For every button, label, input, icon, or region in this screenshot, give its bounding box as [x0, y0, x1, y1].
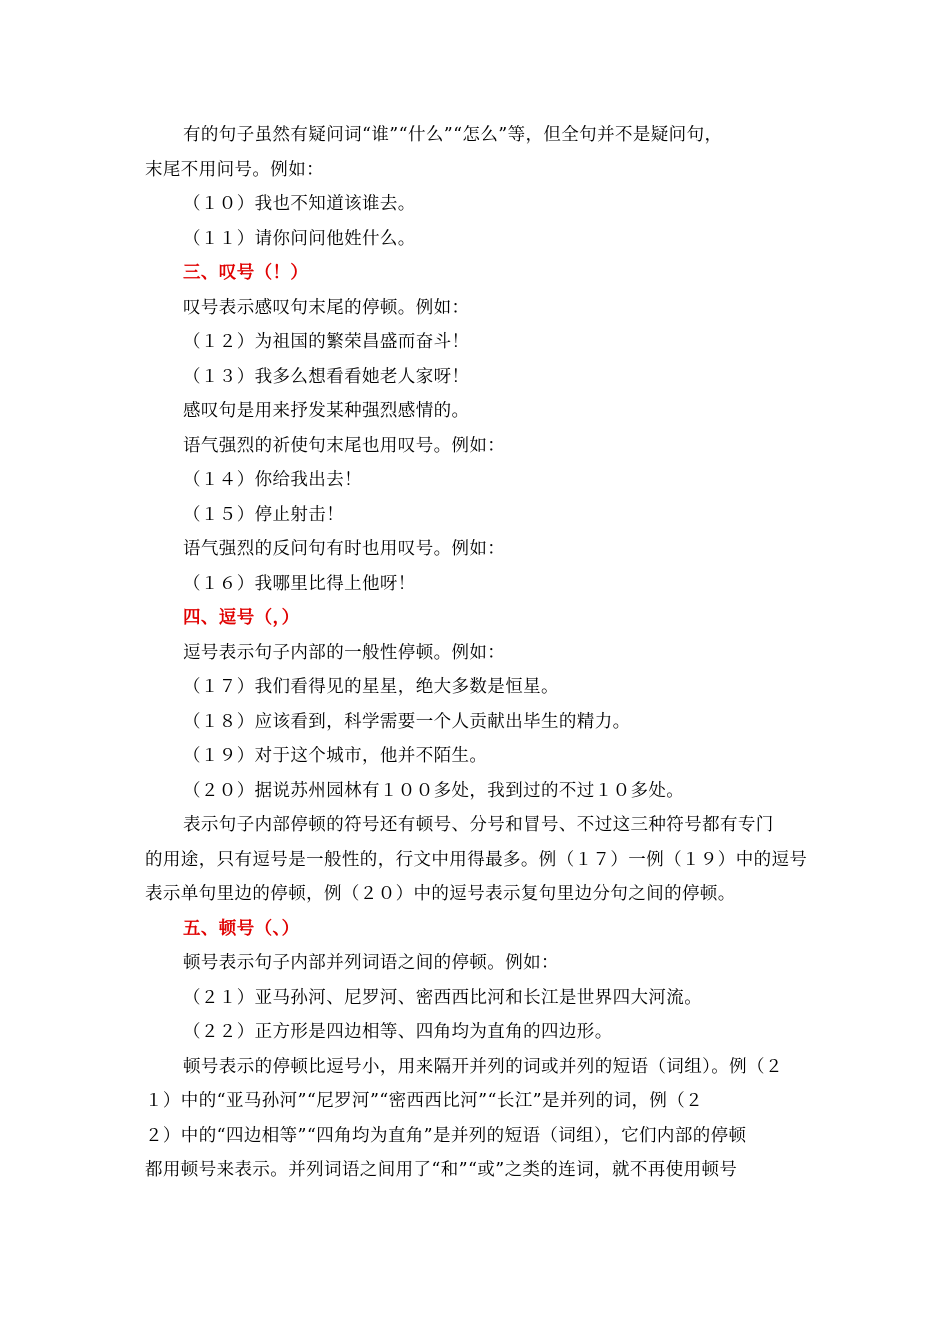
- document-page: [145, 118, 807, 1188]
- text-line: 顿号表示的停顿比逗号小，用来隔开并列的词或并列的短语（词组）。例（２: [183, 1056, 783, 1077]
- example-line: （２２）正方形是四边相等、四角均为直角的四边形。: [183, 1022, 613, 1042]
- example-line: （２１）亚马孙河、尼罗河、密西西比河和长江是世界四大河流。: [183, 987, 703, 1008]
- text-line: 语气强烈的反问句有时也用叹号。例如：: [183, 539, 506, 559]
- text-line: 的用途，只有逗号是一般性的，行文中用得最多。例（１７）一例（１９）中的逗号: [145, 849, 808, 870]
- section-heading-enumeration-comma: 五、顿号（、）: [183, 918, 300, 939]
- example-line: （１５）停止射击！: [183, 504, 345, 525]
- example-line: （１７）我们看得见的星星，绝大多数是恒星。: [183, 677, 559, 697]
- text-line: 都用顿号来表示。并列词语之间用了“和”“或”之类的连词，就不再使用顿号: [145, 1160, 738, 1180]
- text-line: 感叹句是用来抒发某种强烈感情的。: [183, 401, 470, 421]
- example-line: （１０）我也不知道该谁去。: [183, 194, 416, 214]
- text-line: 叹号表示感叹句末尾的停顿。例如：: [183, 297, 470, 318]
- text-line: 有的句子虽然有疑问词“谁”“什么”“怎么”等，但全句并不是疑问句，: [183, 125, 723, 145]
- text-line: 表示句子内部停顿的符号还有顿号、分号和冒号、不过这三种符号都有专门: [183, 815, 774, 835]
- example-line: （１４）你给我出去！: [183, 470, 362, 490]
- section-heading-exclamation: 三、叹号（！）: [183, 263, 309, 283]
- example-line: （１２）为祖国的繁荣昌盛而奋斗！: [183, 332, 470, 352]
- text-line: 逗号表示句子内部的一般性停顿。例如：: [183, 642, 506, 663]
- text-line: １）中的“亚马孙河”“尼罗河”“密西西比河”“长江”是并列的词，例（２: [145, 1091, 704, 1111]
- example-line: （１８）应该看到，科学需要一个人贡献出毕生的精力。: [183, 711, 631, 732]
- example-line: （１１）请你问问他姓什么。: [183, 228, 416, 249]
- text-line: 表示单句里边的停顿，例（２０）中的逗号表示复句里边分句之间的停顿。: [145, 884, 736, 904]
- section-heading-comma: 四、逗号（，）: [183, 608, 300, 628]
- text-line: 语气强烈的祈使句末尾也用叹号。例如：: [183, 435, 506, 456]
- example-line: （１３）我多么想看看她老人家呀！: [183, 366, 470, 387]
- example-line: （２０）据说苏州园林有１００多处，我到过的不过１０多处。: [183, 780, 685, 801]
- example-line: （１９）对于这个城市，他并不陌生。: [183, 746, 488, 766]
- text-line: 顿号表示句子内部并列词语之间的停顿。例如：: [183, 953, 559, 973]
- text-line: ２）中的“四边相等”“四角均为直角”是并列的短语（词组），它们内部的停顿: [145, 1125, 747, 1146]
- text-line: 末尾不用问号。例如：: [145, 159, 324, 180]
- example-line: （１６）我哪里比得上他呀！: [183, 573, 416, 594]
